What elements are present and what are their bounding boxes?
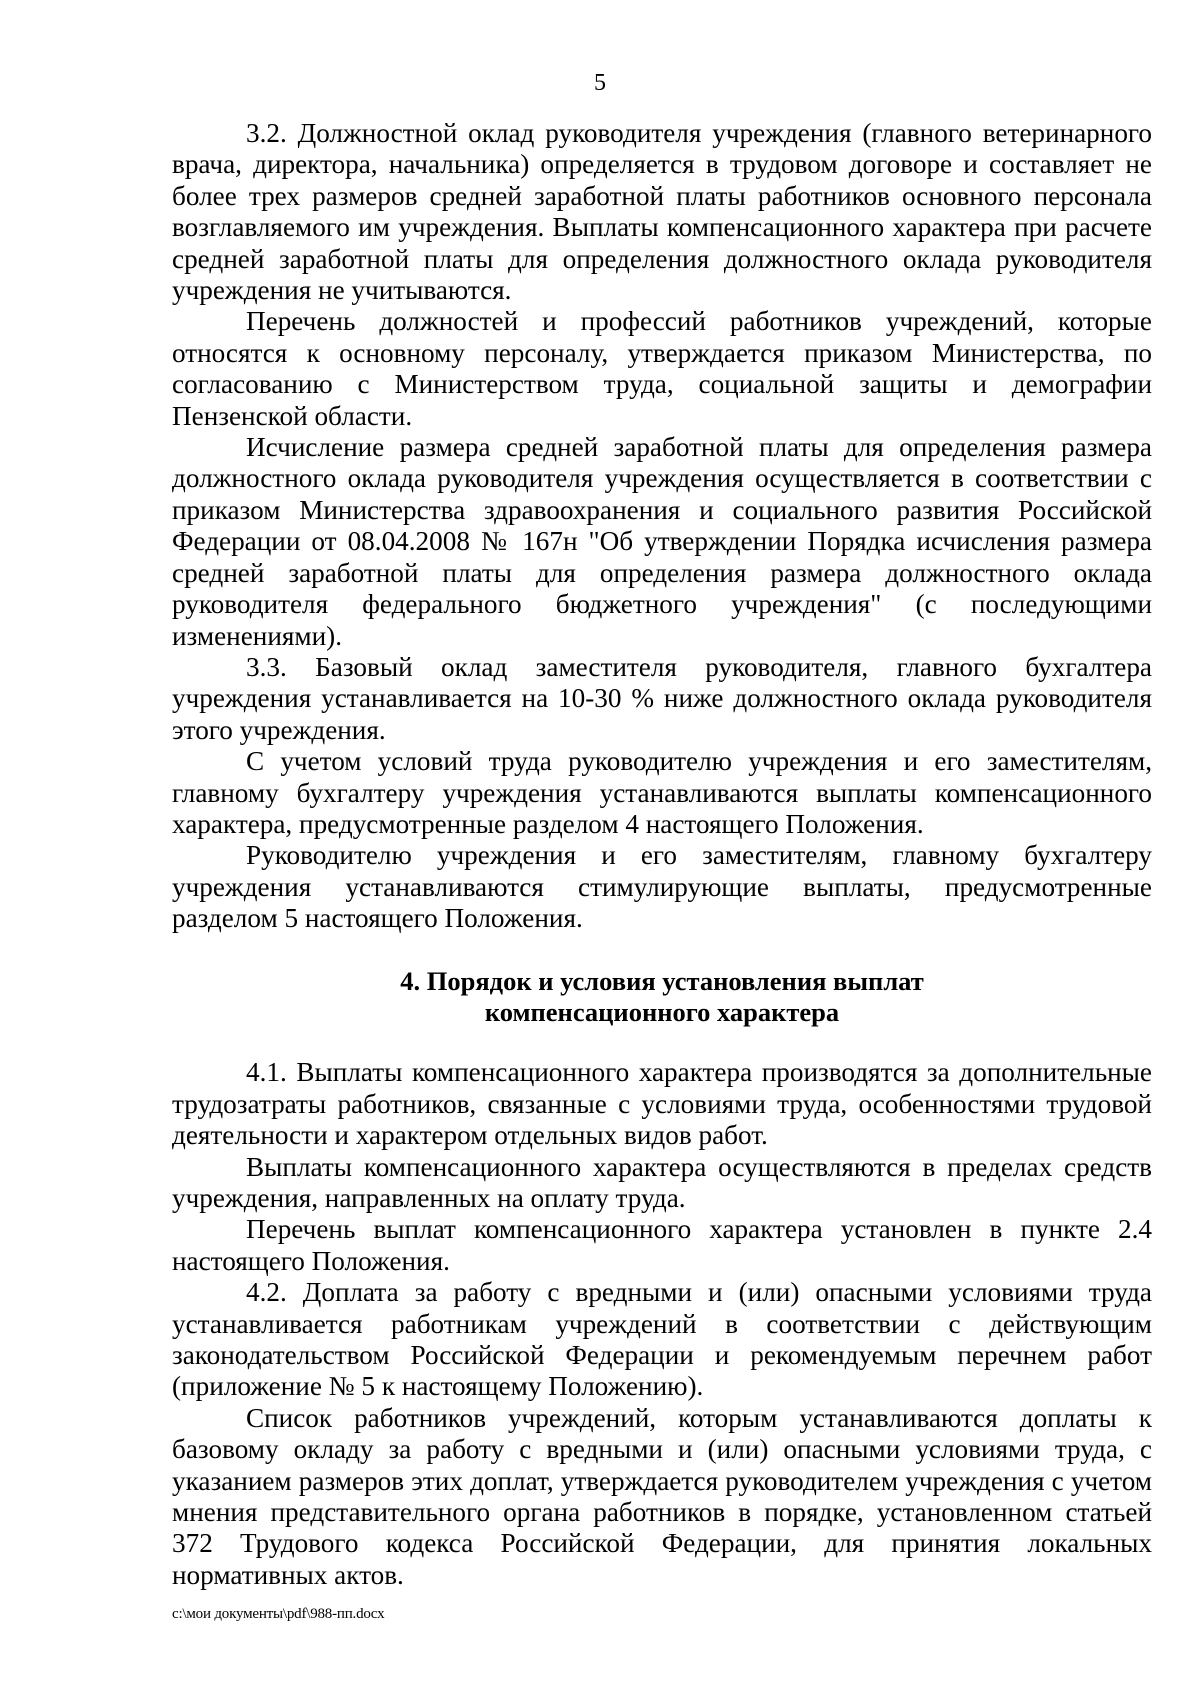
paragraph-compensation-limits: Выплаты компенсационного характера осуществляются в пределах средств учреждения, направленных на оплату труда. bbox=[172, 1151, 1152, 1213]
document-body bbox=[172, 118, 1152, 1591]
paragraph-4-2: 4.2. Доплата за работу с вредными и (или) опасными условиями труда устанавливается работникам учреждений в соответствии с действующим законодательством Российской Федерации и рекомендуемым перечнем работ (приложение № 5 к настоящему Положению). bbox=[172, 1277, 1152, 1402]
paragraph-3-2: 3.2. Должностной оклад руководителя учреждения (главного ветеринарного врача, директора, начальника) определяется в трудовом договоре и составляет не более трех размеров средней заработной платы работников основного персонала возглавляемого им учреждения. Выплаты компенсационного характера при расчете средней заработной платы для определения должностного оклада руководителя учреждения не учитываются. bbox=[172, 118, 1152, 306]
paragraph-staff-list: Перечень должностей и профессий работников учреждений, которые относятся к основному персоналу, утверждается приказом Министерства, по согласованию с Министерством труда, социальной защиты и демографии Пензенской области. bbox=[172, 306, 1152, 431]
paragraph-4-1: 4.1. Выплаты компенсационного характера производятся за дополнительные трудозатраты работников, связанные с условиями труда, особенностями трудовой деятельности и характером отдельных видов работ. bbox=[172, 1057, 1152, 1151]
paragraph-3-3: 3.3. Базовый оклад заместителя руководителя, главного бухгалтера учреждения устанавливается на 10-30 % ниже должностного оклада руководителя этого учреждения. bbox=[172, 651, 1152, 745]
paragraph-hazard-employee-list: Список работников учреждений, которым устанавливаются доплаты к базовому окладу за работу с вредными и (или) опасными условиями труда, с указанием размеров этих доплат, утверждается руководителем учреждения с учетом мнения представительного органа работников в порядке, установленном статьей 372 Трудового кодекса Российской Федерации, для принятия локальных нормативных актов. bbox=[172, 1402, 1152, 1590]
section-4-heading-line-2: компенсационного характера bbox=[484, 996, 840, 1027]
paragraph-incentive-for-head: Руководителю учреждения и его заместителям, главному бухгалтеру учреждения устанавливаются стимулирующие выплаты, предусмотренные разделом 5 настоящего Положения. bbox=[172, 840, 1152, 934]
section-4-heading-line-1: 4. Порядок и условия установления выплат bbox=[400, 965, 924, 996]
footer-file-path: c:\мои документы\pdf\988-пп.docx bbox=[172, 1606, 385, 1622]
paragraph-salary-calculation: Исчисление размера средней заработной платы для определения размера должностного оклада руководителя учреждения осуществляется в соответствии с приказом Министерства здравоохранения и социального развития Российской Федерации от 08.04.2008 № 167н "Об утверждении Порядка исчисления размера средней заработной платы для определения размера должностного оклада руководителя федерального бюджетного учреждения" (с последующими изменениями). bbox=[172, 432, 1152, 651]
section-4-heading bbox=[172, 966, 1152, 1029]
page-number: 5 bbox=[594, 70, 606, 96]
paragraph-compensation-list: Перечень выплат компенсационного характера установлен в пункте 2.4 настоящего Положения. bbox=[172, 1214, 1152, 1276]
paragraph-compensation-for-head: С учетом условий труда руководителю учреждения и его заместителям, главному бухгалтеру учреждения устанавливаются выплаты компенсационного характера, предусмотренные разделом 4 настоящего Положения. bbox=[172, 746, 1152, 839]
